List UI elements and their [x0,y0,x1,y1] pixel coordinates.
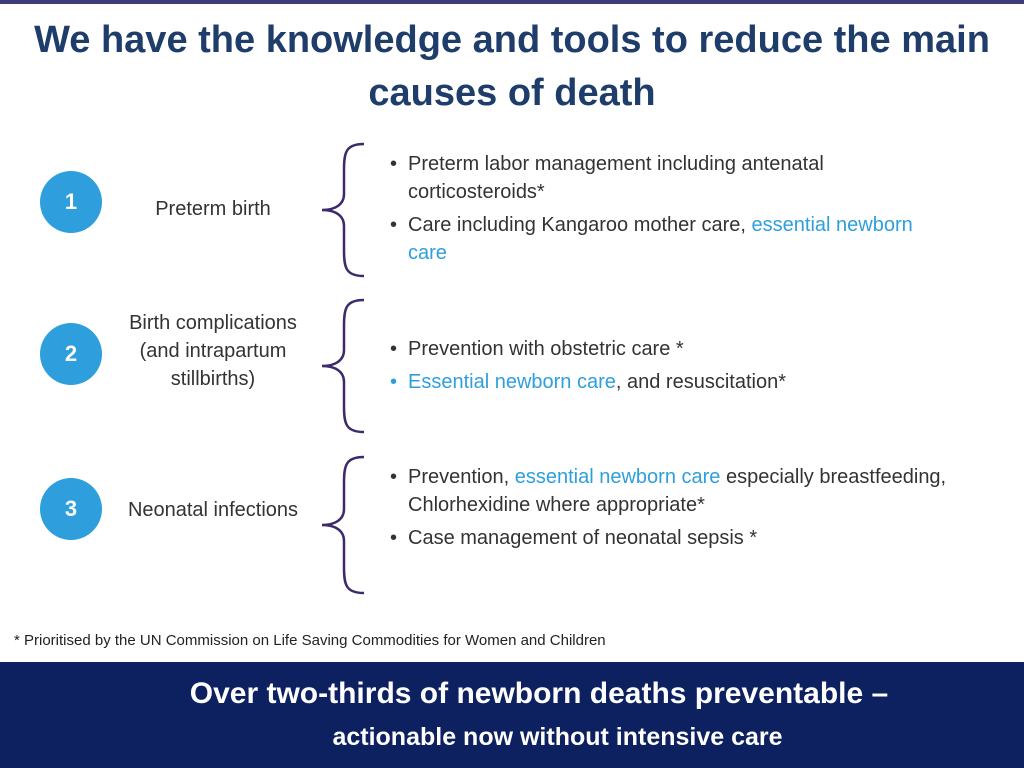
bullet-text: Case management of neonatal sepsis * [408,527,758,549]
list-item [390,150,950,206]
cause-label: Birth complications (and intrapartum stillbirths) [129,312,297,390]
bullet-highlight: essential newborn care [408,214,913,264]
row-number-badge: 2 [40,323,102,385]
list-item [390,463,950,519]
bullet-list [390,463,950,557]
slide-title: We have the knowledge and tools to reduce the main causes of death [34,19,990,114]
bullet-text-after: especially breastfeeding, Chlorhexidine where appropriate* [408,466,947,516]
list-item [390,524,950,552]
bullet-dot: • [390,466,398,488]
bullet-dot: • [390,338,398,360]
summary-banner [0,662,1024,768]
bullet-dot: • [390,527,398,549]
bullet-text: Prevention with obstetric care * [408,338,684,360]
brace-icon [318,455,366,595]
list-item [390,335,950,363]
banner-headline: Over two-thirds of newborn deaths preventable – [189,677,889,710]
bullet-highlight: essential newborn care [514,466,721,488]
banner-subline: actionable now without intensive care [332,723,783,751]
brace-icon [318,298,366,434]
list-item [390,368,950,396]
bullet-text-after: , and resuscitation* [615,371,786,393]
row-number-badge: 3 [40,478,102,540]
row-number-badge: 1 [40,171,102,233]
cause-label: Neonatal infections [127,499,299,521]
bullet-dot: • [390,371,398,393]
bullet-list [390,150,950,272]
bullet-dot: • [390,214,398,236]
bullet-highlight: Essential newborn care [408,371,616,393]
bullet-text: Prevention, [408,466,515,488]
footnote: * Prioritised by the UN Commission on Life Saving Commodities for Women and Children [14,632,606,649]
list-item [390,211,950,267]
bullet-text: Care including Kangaroo mother care, [408,214,752,236]
top-rule [0,0,1024,4]
bullet-text: Preterm labor management including antenatal corticosteroids* [408,153,824,203]
cause-label: Preterm birth [155,198,271,220]
bullet-dot: • [390,153,398,175]
bullet-list [390,335,950,401]
brace-icon [318,142,366,278]
